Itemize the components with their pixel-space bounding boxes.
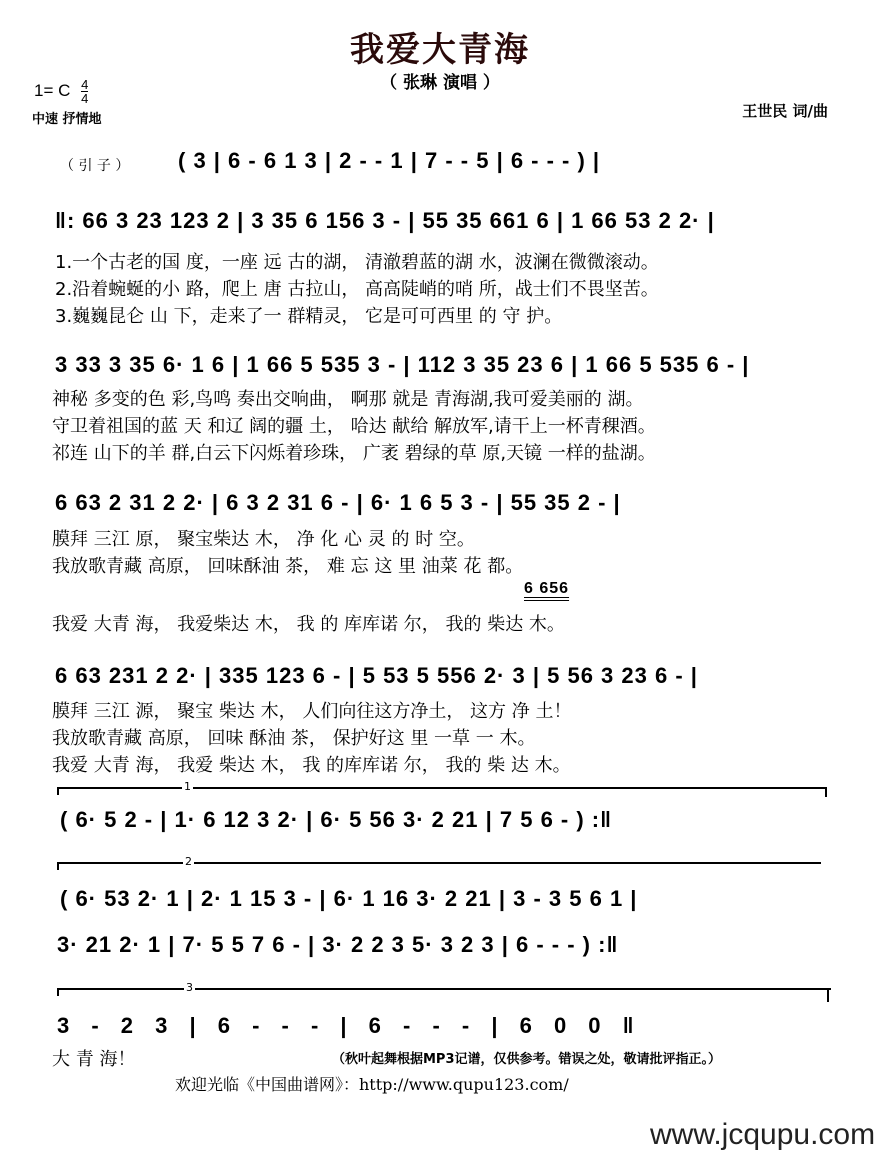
time-bottom: 4 <box>81 91 89 106</box>
system-1-lyric-3: 3.巍巍昆仑 山 下，走来了一 群精灵， 它是可可西里 的 守 护。 <box>55 306 563 327</box>
volta-1-notes: ( 6· 5 2 - | 1· 6 12 3 2· | 6· 5 56 3· 2 21 | 7 5 6 - ) :‖ <box>60 807 613 832</box>
song-title: 我爱大青海 <box>350 30 530 70</box>
system-3-ossia-lyric: 我爱 大青 海， 我爱柴达 木， 我 的 库库诺 尔， 我的 柴达 木。 <box>52 614 565 635</box>
site-link[interactable]: 欢迎光临《中国曲谱网》：http://www.qupu123.com/ <box>175 1075 569 1094</box>
watermark: www.jcqupu.com <box>650 1118 876 1151</box>
system-7-notes: 3· 21 2· 1 | 7· 5 5 7 6 - | 3· 2 2 3 5· 3 2 3 | 6 - - - ) :‖ <box>57 932 619 957</box>
system-2-lyric-2: 守卫着祖国的蓝 天 和辽 阔的疆 土， 哈达 献给 解放军,请干上一杯青稞酒。 <box>52 416 656 437</box>
tempo-marking: 中速 抒情地 <box>32 112 102 127</box>
system-2-lyric-3: 祁连 山下的羊 群,白云下闪烁着珍珠， 广袤 碧绿的草 原,天镜 一样的盐湖。 <box>52 443 656 464</box>
volta-1-bracket-ext <box>387 787 827 795</box>
volta-3-bracket <box>57 988 831 996</box>
system-4-notes: 6 63 231 2 2· | 335 123 6 - | 5 53 5 556 2· 3 | 5 56 3 23 6 - | <box>55 663 698 688</box>
time-top: 4 <box>81 77 89 92</box>
performer: （ 张琳 演唱 ） <box>380 73 500 93</box>
intro-label: （ 引 子 ） <box>60 158 130 174</box>
ending-lyric: 大 青 海！ <box>52 1049 136 1070</box>
time-signature <box>81 78 88 105</box>
volta-2-notes: ( 6· 53 2· 1 | 2· 1 15 3 - | 6· 1 16 3· 2 21 | 3 - 3 5 6 1 | <box>60 886 638 911</box>
intro-notes: ( 3 | 6 - 6 1 3 | 2 - - 1 | 7 - - 5 | 6 - - - ) | <box>178 148 601 173</box>
volta-2-number: 2 <box>185 855 192 868</box>
system-2-notes: 3 33 3 35 6· 1 6 | 1 66 5 535 3 - | 112 3 35 23 6 | 1 66 5 535 6 - | <box>55 352 750 377</box>
system-3-lyric-1: 膜拜 三江 原， 聚宝柴达 木， 净 化 心 灵 的 时 空。 <box>52 529 475 550</box>
author-credit: 王世民 词/曲 <box>742 102 828 120</box>
key-label: 1= C <box>34 80 71 100</box>
volta-3-number: 3 <box>186 981 193 994</box>
system-1-lyric-2: 2.沿着蜿蜒的小 路，爬上 唐 古拉山， 高高陡峭的哨 所，战士们不畏坚苦。 <box>55 279 659 300</box>
system-3-lyric-2: 我放歌青藏 高原， 回味酥油 茶， 难 忘 这 里 油菜 花 都。 <box>52 556 524 577</box>
key-signature <box>34 78 88 105</box>
system-4-lyric-3: 我爱 大青 海， 我爱 柴达 木， 我 的库库诺 尔， 我的 柴 达 木。 <box>52 755 571 776</box>
system-1-lyric-1: 1.一个古老的国 度，一座 远 古的湖， 清澈碧蓝的湖 水，波澜在微微滚动。 <box>55 252 659 273</box>
volta-3-bracket-end <box>827 988 829 1002</box>
volta-1-bracket-end <box>825 787 827 797</box>
system-2-lyric-1: 神秘 多变的色 彩,鸟鸣 奏出交响曲， 啊那 就是 青海湖,我可爱美丽的 湖。 <box>52 389 644 410</box>
system-3-notes: 6 63 2 31 2 2· | 6 3 2 31 6 - | 6· 1 6 5 3 - | 55 35 2 - | <box>55 490 621 515</box>
volta-1-bracket <box>57 787 389 795</box>
system-4-lyric-2: 我放歌青藏 高原， 回味 酥油 茶， 保护好这 里 一草 一 木。 <box>52 728 536 749</box>
system-4-lyric-1: 膜拜 三江 源， 聚宝 柴达 木， 人们向往这方净土， 这方 净 土！ <box>52 701 572 722</box>
system-3-ossia-notes: 6 656 <box>524 580 570 597</box>
volta-1-number: 1 <box>184 780 191 793</box>
ending-notes: 3 - 2 3 | 6 - - - | 6 - - - | 6 0 0 ‖ <box>57 1013 635 1038</box>
volta-2-bracket <box>57 862 821 870</box>
system-1-notes: ‖: 66 3 23 123 2 | 3 35 6 156 3 - | 55 35 661 6 | 1 66 53 2 2· | <box>55 208 715 233</box>
transcription-note: （秋叶起舞根据MP3记谱，仅供参考。错误之处，敬请批评指正。） <box>332 1052 722 1067</box>
